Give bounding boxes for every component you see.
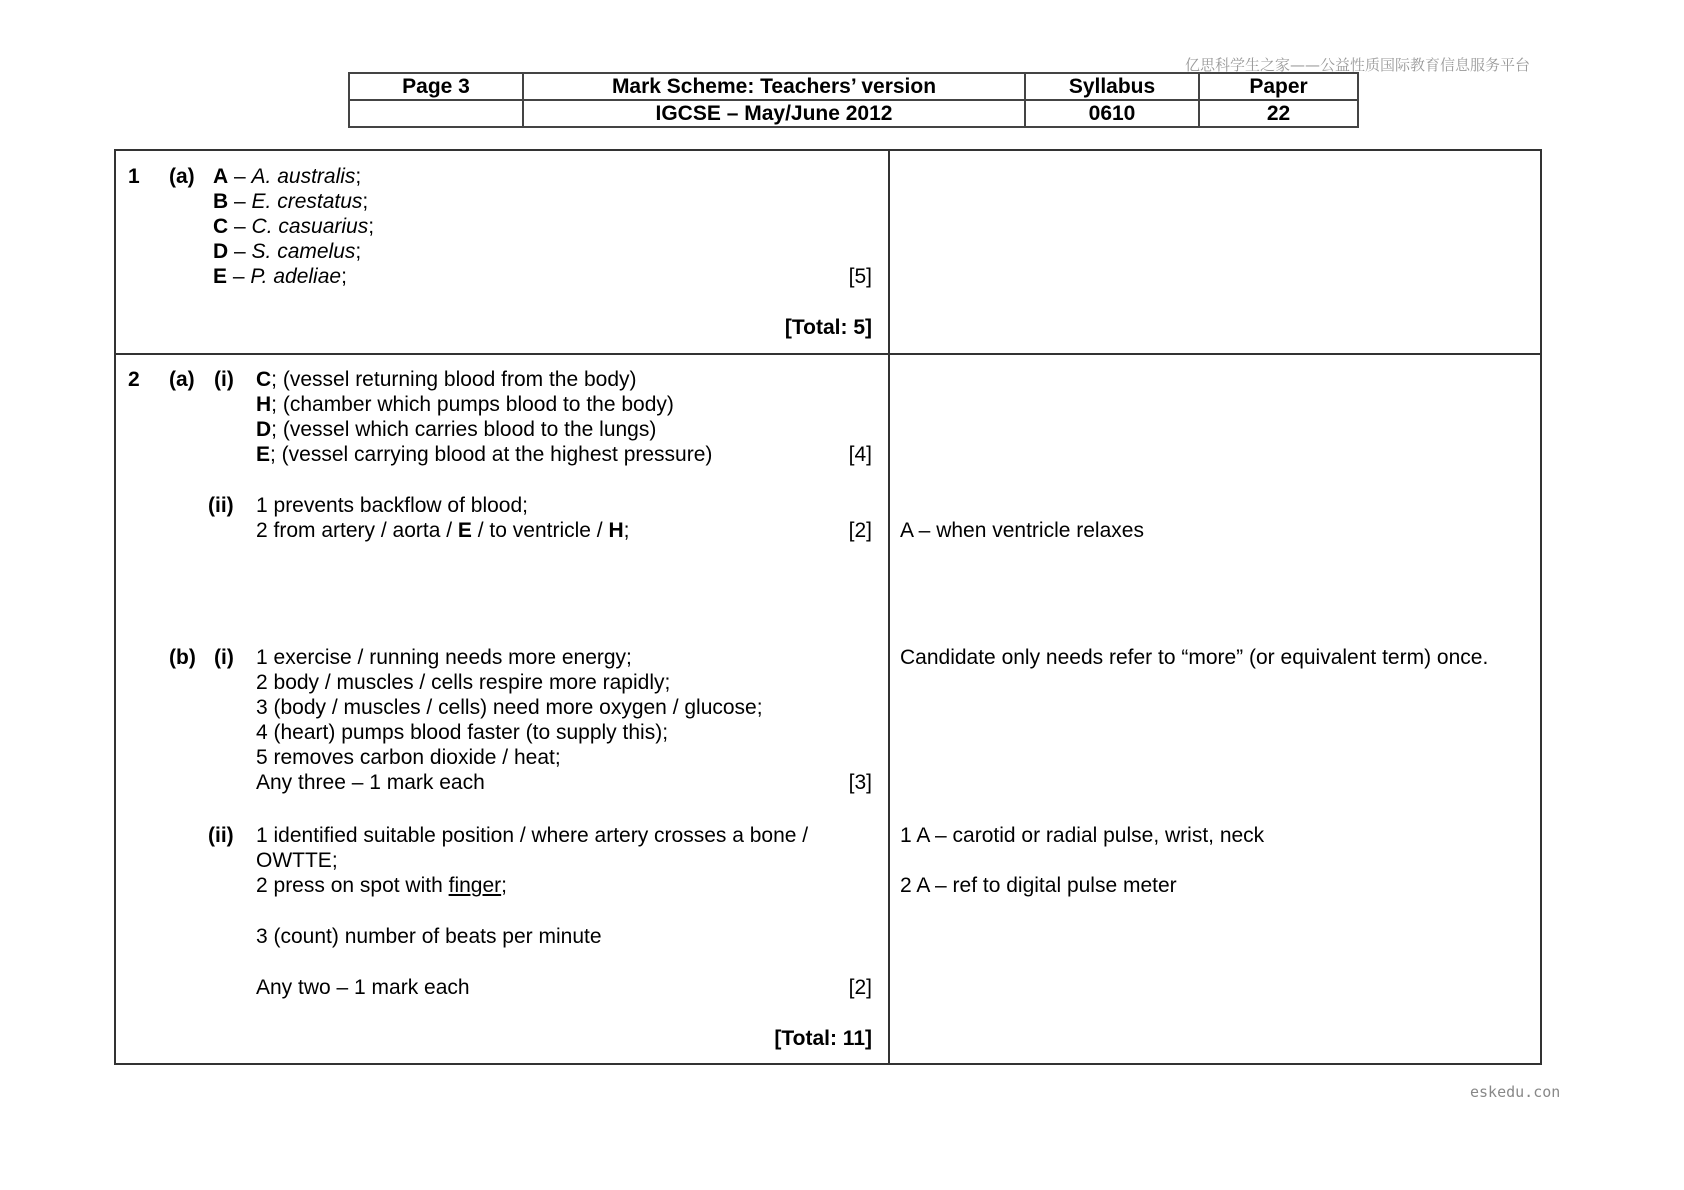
- guidance-note: 2 A – ref to digital pulse meter: [900, 874, 1177, 897]
- answer-line: 3 (body / muscles / cells) need more oxygen / glucose;: [256, 696, 763, 719]
- answer-line: C; (vessel returning blood from the body): [256, 368, 637, 391]
- answer-line: E – P. adeliae;: [213, 265, 347, 288]
- row-divider: [116, 353, 1540, 355]
- answer-line: D; (vessel which carries blood to the lungs): [256, 418, 657, 441]
- answer-line: 4 (heart) pumps blood faster (to supply this);: [256, 721, 669, 744]
- answer-line: 1 prevents backflow of blood;: [256, 494, 528, 517]
- sub-part: (i): [214, 368, 234, 391]
- guidance-note: A – when ventricle relaxes: [900, 519, 1144, 542]
- answer-line: Any two – 1 mark each: [256, 976, 470, 999]
- syllabus-code: 0610: [1025, 100, 1199, 127]
- question-part: (a): [169, 165, 195, 188]
- question-part: (b): [169, 646, 196, 669]
- answer-line: 2 press on spot with finger;: [256, 874, 507, 897]
- answer-line: H; (chamber which pumps blood to the body): [256, 393, 674, 416]
- header-table: [348, 72, 1359, 128]
- mark-allocation: [3]: [848, 771, 872, 794]
- answer-line: 2 body / muscles / cells respire more rapidly;: [256, 671, 671, 694]
- page-number: Page 3: [349, 73, 523, 100]
- column-divider: [888, 151, 890, 1063]
- answer-line: A – A. australis;: [213, 165, 362, 188]
- guidance-note: Candidate only needs refer to “more” (or equivalent term) once.: [900, 646, 1489, 669]
- answer-line: 3 (count) number of beats per minute: [256, 925, 602, 948]
- answer-line: Any three – 1 mark each: [256, 771, 485, 794]
- answer-line: 5 removes carbon dioxide / heat;: [256, 746, 561, 769]
- syllabus-label: Syllabus: [1025, 73, 1199, 100]
- doc-title: Mark Scheme: Teachers’ version: [523, 73, 1025, 100]
- question-part: (a): [169, 368, 195, 391]
- footer-watermark: eskedu.con: [1470, 1083, 1561, 1101]
- answer-line: B – E. crestatus;: [213, 190, 369, 213]
- guidance-note: 1 A – carotid or radial pulse, wrist, neck: [900, 824, 1265, 847]
- answer-line: OWTTE;: [256, 849, 338, 872]
- total-marks: [Total: 11]: [774, 1027, 872, 1050]
- answer-line: 1 exercise / running needs more energy;: [256, 646, 632, 669]
- answer-line: C – C. casuarius;: [213, 215, 375, 238]
- answer-line: 2 from artery / aorta / E / to ventricle / H;: [256, 519, 630, 542]
- mark-scheme-table: [114, 149, 1542, 1065]
- sub-part: (ii): [208, 824, 234, 847]
- sub-part: (i): [214, 646, 234, 669]
- answer-line: D – S. camelus;: [213, 240, 362, 263]
- header-empty-cell: [349, 100, 523, 127]
- mark-allocation: [5]: [848, 265, 872, 288]
- answer-line: E; (vessel carrying blood at the highest pressure): [256, 443, 713, 466]
- mark-allocation: [2]: [848, 519, 872, 542]
- question-number: 2: [128, 368, 140, 391]
- mark-allocation: [4]: [848, 443, 872, 466]
- mark-allocation: [2]: [848, 976, 872, 999]
- exam-session: IGCSE – May/June 2012: [523, 100, 1025, 127]
- watermark: 亿思科学生之家——公益性质国际教育信息服务平台: [1185, 56, 1531, 74]
- answer-line: 1 identified suitable position / where artery crosses a bone /: [256, 824, 809, 847]
- paper-label: Paper: [1199, 73, 1358, 100]
- question-number: 1: [128, 165, 140, 188]
- paper-number: 22: [1199, 100, 1358, 127]
- total-marks: [Total: 5]: [784, 316, 872, 339]
- sub-part: (ii): [208, 494, 234, 517]
